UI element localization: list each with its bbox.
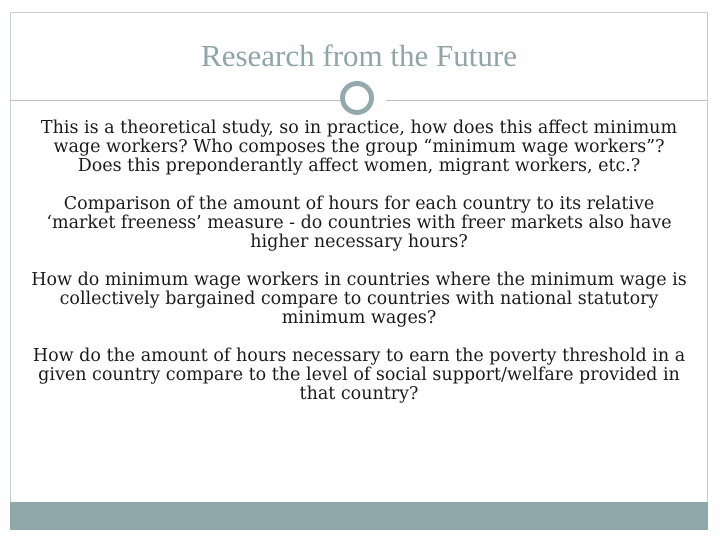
slide-title: Research from the Future: [201, 38, 517, 73]
paragraph-collective-bargaining: How do minimum wage workers in countries where the minimum wage is collectively bargained compare to countries with national statutory minimum wages?: [31, 270, 687, 328]
footer-bar: [10, 502, 708, 530]
title-divider-left: [10, 100, 340, 101]
paragraph-social-support: How do the amount of hours necessary to earn the poverty threshold in a given country compare to the level of social support/welfare provided in that country?: [32, 346, 686, 404]
paragraph-market-freeness: Comparison of the amount of hours for each country to its relative ‘market freeness’ measure - do countries with freer markets also have higher necessary hours?: [46, 194, 672, 252]
paragraph-practice-impact: This is a theoretical study, so in practice, how does this affect minimum wage workers? Who composes the group “minimum wage workers”? Does this preponderantly affect women, migrant workers, etc.?: [40, 118, 678, 176]
title-divider-right: [386, 100, 708, 101]
circle-ornament-icon: [340, 81, 374, 115]
slide-body: [30, 119, 688, 423]
